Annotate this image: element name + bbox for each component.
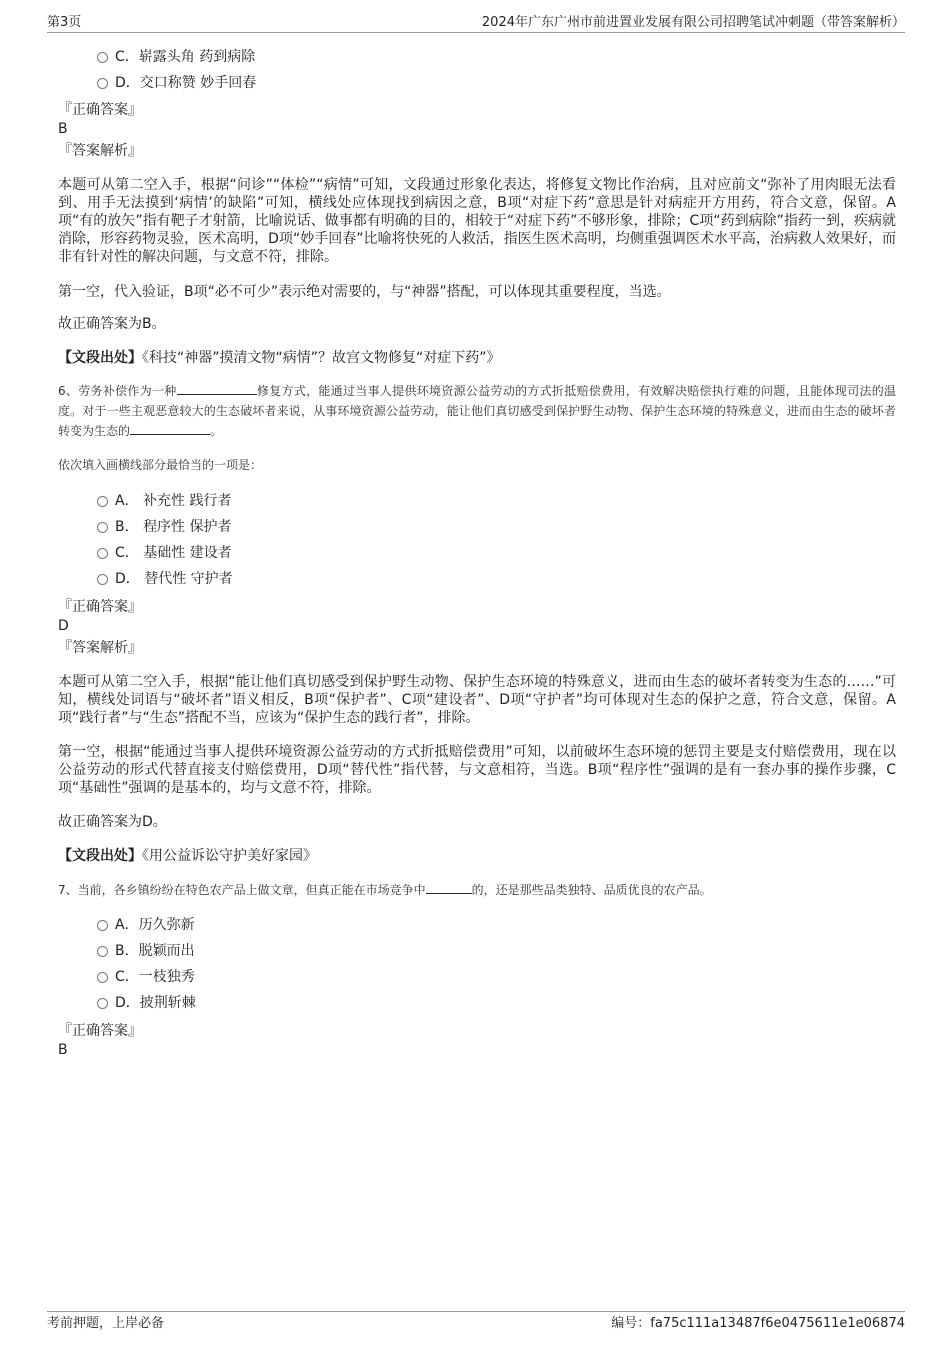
code-value: fa75c111a13487f6e0475611e1e06874 xyxy=(650,1316,905,1331)
q5-analysis-paragraph-3: 故正确答案为B。 xyxy=(58,316,166,332)
option-letter: C． xyxy=(115,49,139,65)
page-footer xyxy=(47,1311,905,1333)
option-letter: D． xyxy=(115,995,140,1011)
stem-part-c: 。 xyxy=(210,424,223,438)
radio-icon[interactable] xyxy=(97,574,108,585)
q5-analysis-paragraph-1: 本题可从第二空入手，根据“问诊”“体检”“病情”可知，文段通过形象化表达，将修复文物比作治病，且对应前文“弥补了用肉眼无法看到、用手无法摸到‘病情’的缺陷”可知，横线处应体现找到病因之意，B项“对症下药”意思是针对病症开方用药，符合文意，保留。A项“有的放矢”指有靶子才射箭，比喻说话、做事都有明确的目的，相较于“对症下药”不够形象，排除；C项“药到病除”指药一到，疾病就消除，形容药物灵验，医术高明，D项“妙手回春”比喻将快死的人救活，指医生医术高明，均侧重强调医术水平高，治病救人效果好，而非有针对性的解决问题，与文意不符，排除。 xyxy=(58,177,896,265)
radio-icon[interactable] xyxy=(97,52,108,63)
option-letter: B． xyxy=(115,519,139,535)
source-label: 【文段出处】 xyxy=(58,848,142,864)
option-text: 脱颖而出 xyxy=(138,943,195,959)
code-label: 编号： xyxy=(611,1316,651,1331)
question-number: 6、 xyxy=(58,384,79,398)
option-text: 基础性 建设者 xyxy=(143,545,232,561)
document-code xyxy=(611,1314,905,1334)
source-text: 《科技“神器”摸清文物“病情”？故宫文物修复“对症下药”》 xyxy=(142,350,501,366)
question-number: 7、 xyxy=(58,883,78,897)
fill-blank-2 xyxy=(130,422,210,435)
radio-icon[interactable] xyxy=(97,548,108,559)
stem-part-a: 劳务补偿作为一种 xyxy=(78,384,177,398)
q6-prompt: 依次填入画横线部分最恰当的一项是： xyxy=(58,458,263,472)
page-header xyxy=(47,14,905,33)
option-text: 替代性 守护者 xyxy=(144,571,233,587)
q6-stem xyxy=(58,381,896,441)
option-letter: A． xyxy=(115,917,139,933)
document-title: 2024年广东广州市前进置业发展有限公司招聘笔试冲刺题（带答案解析） xyxy=(481,15,905,30)
q5-source xyxy=(58,349,896,367)
option-letter: D． xyxy=(115,571,140,587)
option-text: 程序性 保护者 xyxy=(143,519,232,535)
fill-blank-1 xyxy=(177,382,257,395)
q5-answer-value: B xyxy=(58,121,68,137)
option-letter: C． xyxy=(115,969,139,985)
q5-answer-label: 『正确答案』 xyxy=(58,102,142,118)
option-letter: B． xyxy=(115,943,139,959)
option-text: 交口称赞 妙手回春 xyxy=(139,75,257,91)
radio-icon[interactable] xyxy=(97,998,108,1009)
q6-analysis-paragraph-3: 故正确答案为D。 xyxy=(58,814,167,830)
option-letter: D． xyxy=(115,75,140,91)
q5-analysis-label: 『答案解析』 xyxy=(58,143,142,159)
option-letter: C． xyxy=(115,545,139,561)
q6-analysis-paragraph-2: 第一空，根据“能通过当事人提供环境资源公益劳动的方式折抵赔偿费用”可知，以前破坏生态环境的惩罚主要是支付赔偿费用，现在以公益劳动的形式代替直接支付赔偿费用，D项“替代性”指代替，与文意相符，当选。B项“程序性”强调的是有一套办事的操作步骤，C项“基础性”强调的是基本的，均与文意不符，排除。 xyxy=(58,744,896,796)
q6-analysis-paragraph-1: 本题可从第二空入手，根据“能让他们真切感受到保护野生动物、保护生态环境的特殊意义，进而由生态的破坏者转变为生态的……”可知，横线处词语与“破坏者”语义相反，B项“保护者”、C项“建设者”、D项“守护者”均可体现对生态的保护之意，符合文意，保留。A项“践行者”与“生态”搭配不当，应该为“保护生态的践行者”，排除。 xyxy=(58,674,896,726)
q6-answer-label: 『正确答案』 xyxy=(58,599,142,615)
option-text: 历久弥新 xyxy=(138,917,195,933)
q7-answer-label: 『正确答案』 xyxy=(58,1023,142,1039)
option-text: 补充性 践行者 xyxy=(143,493,232,509)
q6-answer-value: D xyxy=(58,618,69,634)
q7-answer-value: B xyxy=(58,1042,68,1058)
option-text: 披荆斩棘 xyxy=(139,995,196,1011)
footer-slogan: 考前押题，上岸必备 xyxy=(47,1316,165,1331)
q7-stem xyxy=(58,880,896,900)
q5-analysis-paragraph-2: 第一空，代入验证，B项“必不可少”表示绝对需要的，与“神器”搭配，可以体现其重要程度，当选。 xyxy=(58,284,671,300)
source-text: 《用公益诉讼守护美好家园》 xyxy=(142,848,317,864)
q6-source xyxy=(58,847,896,865)
page-number: 第3页 xyxy=(47,15,82,30)
option-text: 一枝独秀 xyxy=(138,969,195,985)
radio-icon[interactable] xyxy=(97,972,108,983)
stem-part-b: 修复方式，能通过当事人提供环境资源公益劳动的方式折抵赔偿费用，有效解决赔偿执行难的问题，且能体现司法的温度。对于一些主观恶意较大的生态破坏者来说，从事环境资源公益劳动，能让他们真切感受到保护野生动物、保护生态环境的特殊意义，进而由生态的破坏者转变为生态的 xyxy=(58,384,896,438)
radio-icon[interactable] xyxy=(97,522,108,533)
radio-icon[interactable] xyxy=(97,496,108,507)
source-label: 【文段出处】 xyxy=(58,350,142,366)
stem-part-a: 当前，各乡镇纷纷在特色农产品上做文章，但真正能在市场竞争中 xyxy=(77,883,426,897)
radio-icon[interactable] xyxy=(97,78,108,89)
option-letter: A． xyxy=(115,493,139,509)
option-text: 崭露头角 药到病除 xyxy=(138,49,256,65)
radio-icon[interactable] xyxy=(97,920,108,931)
radio-icon[interactable] xyxy=(97,946,108,957)
stem-part-b: 的，还是那些品类独特、品质优良的农产品。 xyxy=(471,883,712,897)
q6-analysis-label: 『答案解析』 xyxy=(58,640,142,656)
fill-blank-1 xyxy=(426,881,472,894)
